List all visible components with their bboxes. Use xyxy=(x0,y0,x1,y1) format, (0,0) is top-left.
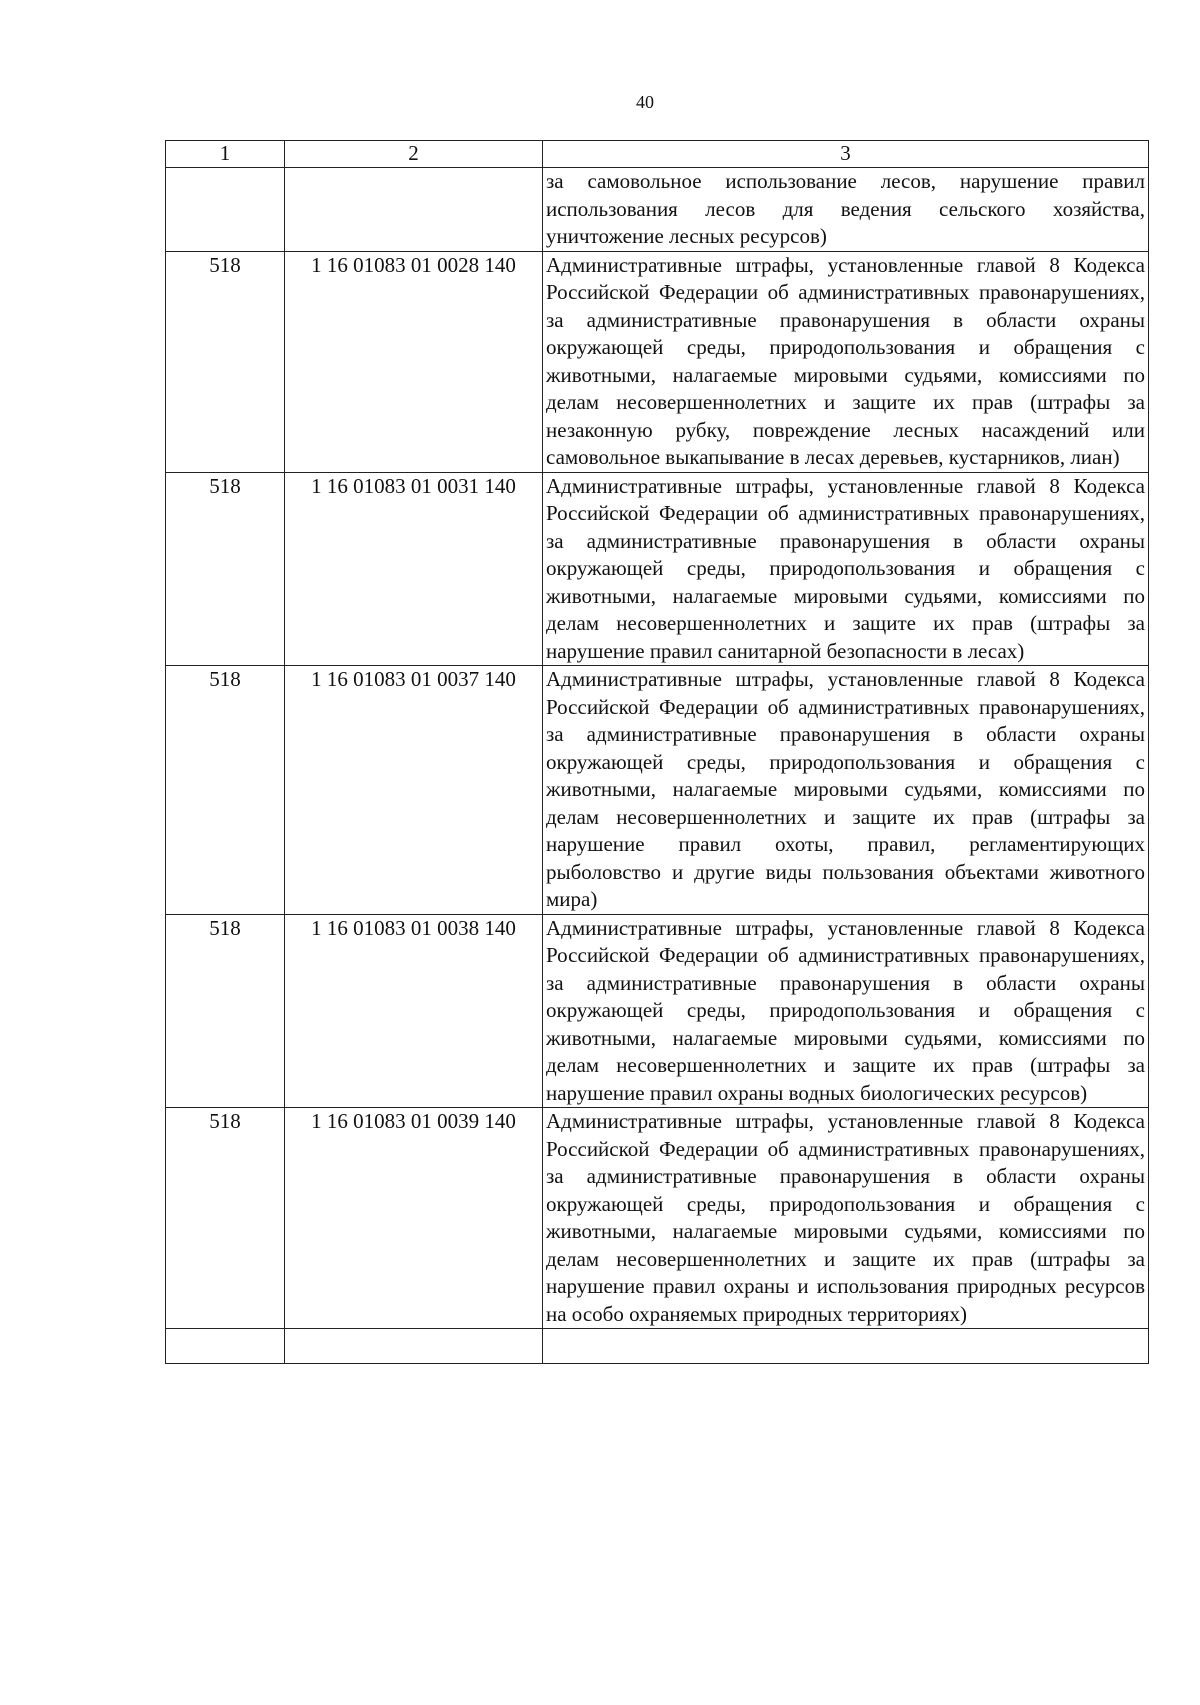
budget-code-cell: 1 16 01083 01 0037 140 xyxy=(285,666,543,915)
description-cell: за самовольное использование лесов, нарушение правил использования лесов для ведения сельского хозяйства, уничтожение лесных ресурсов) xyxy=(543,168,1149,252)
admin-code-cell: 518 xyxy=(166,251,285,472)
column-header: 3 xyxy=(543,141,1149,168)
description-cell: Административные штрафы, установленные главой 8 Кодекса Российской Федерации об административных правонарушениях, за административные правонарушения в области охраны окружающей среды, природопользования и обращения с животными, налагаемые мировыми судьями, комиссиями по делам несовершеннолетних и защите их прав (штрафы за нарушение правил охраны водных биологических ресурсов) xyxy=(543,914,1149,1108)
description-cell: Административные штрафы, установленные главой 8 Кодекса Российской Федерации об административных правонарушениях, за административные правонарушения в области охраны окружающей среды, природопользования и обращения с животными, налагаемые мировыми судьями, комиссиями по делам несовершеннолетних и защите их прав (штрафы за нарушение правил санитарной безопасности в лесах) xyxy=(543,472,1149,666)
table-row-continuation xyxy=(166,168,1149,252)
table-row xyxy=(166,914,1149,1108)
column-header: 2 xyxy=(285,141,543,168)
page-number: 40 xyxy=(636,92,654,112)
blank-cell xyxy=(285,1329,543,1364)
description-cell: Административные штрафы, установленные главой 8 Кодекса Российской Федерации об административных правонарушениях, за административные правонарушения в области охраны окружающей среды, природопользования и обращения с животными, налагаемые мировыми судьями, комиссиями по делам несовершеннолетних и защите их прав (штрафы за нарушение правил охоты, правил, регламентирующих рыболовство и другие виды пользования объектами животного мира) xyxy=(543,666,1149,915)
table-row-blank xyxy=(166,1329,1149,1364)
budget-code-cell xyxy=(285,168,543,252)
table-header-row xyxy=(166,141,1149,168)
admin-code-cell xyxy=(166,168,285,252)
description-cell: Административные штрафы, установленные главой 8 Кодекса Российской Федерации об административных правонарушениях, за административные правонарушения в области охраны окружающей среды, природопользования и обращения с животными, налагаемые мировыми судьями, комиссиями по делам несовершеннолетних и защите их прав (штрафы за нарушение правил охраны и использования природных ресурсов на особо охраняемых природных территориях) xyxy=(543,1108,1149,1329)
column-header: 1 xyxy=(166,141,285,168)
admin-code-cell: 518 xyxy=(166,472,285,666)
budget-code-cell: 1 16 01083 01 0028 140 xyxy=(285,251,543,472)
budget-code-cell: 1 16 01083 01 0031 140 xyxy=(285,472,543,666)
table-row xyxy=(166,666,1149,915)
budget-code-cell: 1 16 01083 01 0039 140 xyxy=(285,1108,543,1329)
admin-code-cell: 518 xyxy=(166,1108,285,1329)
admin-code-cell: 518 xyxy=(166,666,285,915)
budget-code-table xyxy=(165,140,1149,1364)
blank-cell xyxy=(543,1329,1149,1364)
table-row xyxy=(166,472,1149,666)
table-row xyxy=(166,1108,1149,1329)
blank-cell xyxy=(166,1329,285,1364)
budget-code-cell: 1 16 01083 01 0038 140 xyxy=(285,914,543,1108)
admin-code-cell: 518 xyxy=(166,914,285,1108)
description-cell: Административные штрафы, установленные главой 8 Кодекса Российской Федерации об административных правонарушениях, за административные правонарушения в области охраны окружающей среды, природопользования и обращения с животными, налагаемые мировыми судьями, комиссиями по делам несовершеннолетних и защите их прав (штрафы за незаконную рубку, повреждение лесных насаждений или самовольное выкапывание в лесах деревьев, кустарников, лиан) xyxy=(543,251,1149,472)
table-row xyxy=(166,251,1149,472)
